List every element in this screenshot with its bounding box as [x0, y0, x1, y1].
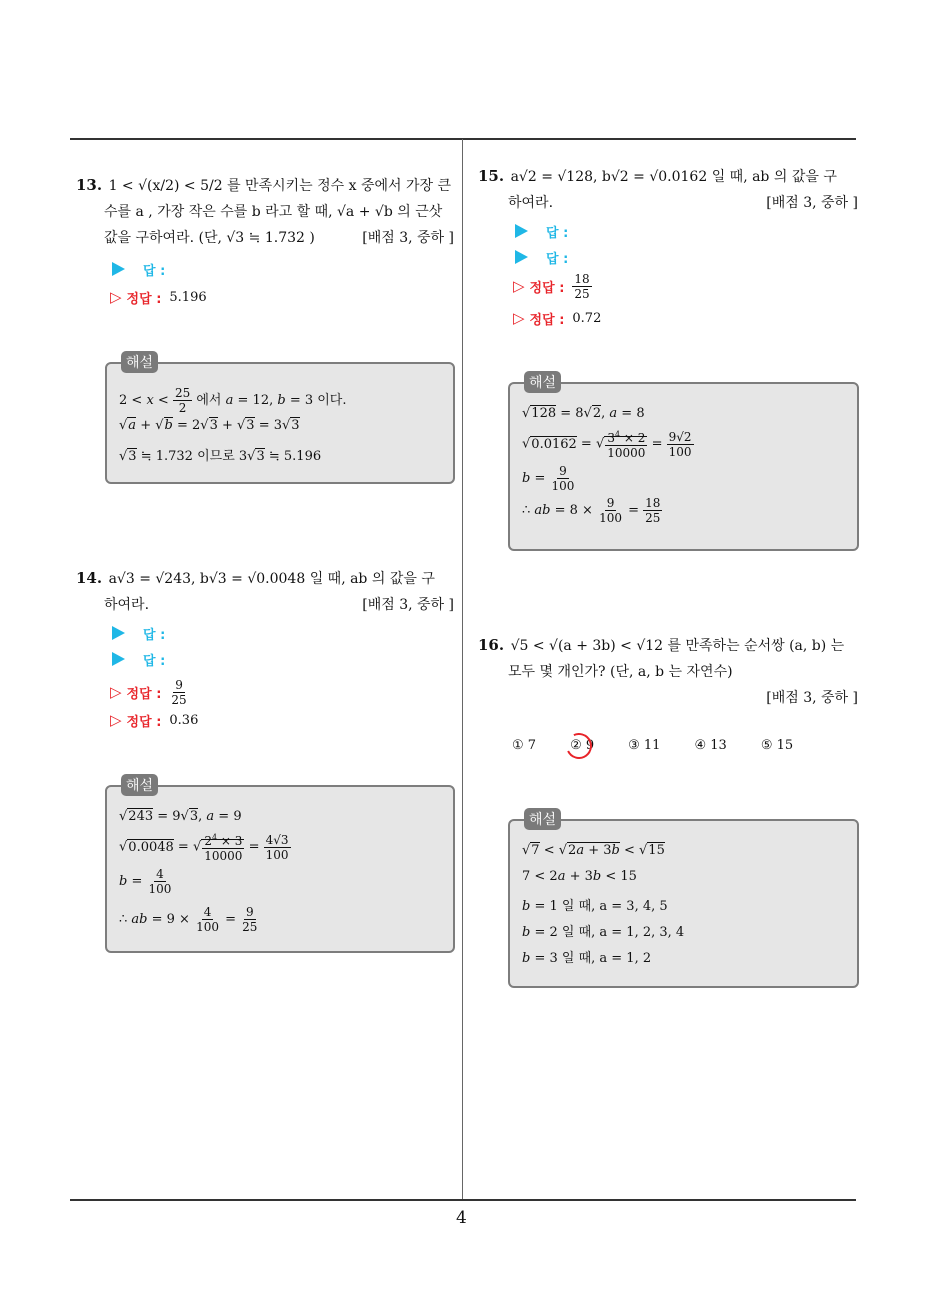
open-triangle-icon: ▷	[513, 277, 525, 295]
choice-2-label: ② 9	[570, 738, 595, 753]
problem-number: 14.	[76, 569, 103, 587]
top-rule	[70, 138, 856, 140]
problem-14-text2: 하여라.	[104, 597, 150, 613]
answer-blank-row	[110, 622, 165, 644]
answer-blank-label: 답 :	[143, 627, 166, 643]
explanation-line: √7 < √2a + 3b < √15	[522, 843, 665, 858]
points-label: [배점 3, 중하 ]	[766, 195, 858, 211]
explanation-line: 7 < 2a + 3b < 15	[522, 869, 637, 884]
problem-13-text3: 값을 구하여라. (단, √3 ≒ 1.732 )	[104, 230, 315, 246]
problem-15-text: a√2 = √128, b√2 = √0.0162 일 때, ab 의 값을 구	[510, 169, 837, 185]
explanation-box	[508, 812, 859, 988]
problem-16-line3	[478, 685, 858, 711]
choice-4[interactable]: ④ 13	[694, 738, 727, 753]
selected-circle-icon	[562, 729, 595, 762]
correct-answer-value: 0.72	[572, 310, 602, 326]
problem-14-line1	[76, 565, 454, 592]
answer-blank-row	[513, 220, 568, 242]
choice-list	[512, 738, 827, 753]
explanation-line: √243 = 9√3, a = 9	[119, 809, 242, 824]
points-label: [배점 3, 중하 ]	[766, 690, 858, 706]
explanation-line: b = $\frac{4}{100}$	[119, 867, 172, 896]
explanation-line: b = 3 일 때, a = 1, 2	[522, 951, 652, 966]
fraction-denominator: 25	[574, 286, 590, 301]
page-number: 4	[456, 1208, 467, 1228]
explanation-line: b = 2 일 때, a = 1, 2, 3, 4	[522, 925, 685, 940]
problem-13-line2: 수를 a , 가장 작은 수를 b 라고 할 때, √a + √b 의 근삿	[104, 204, 443, 220]
correct-answer-value: 5.196	[169, 289, 207, 305]
explanation-line: 2 < x < $\frac{25}{2}$ 에서 a = 12, b = 3 이다.	[119, 386, 347, 415]
points-label: [배점 3, 중하 ]	[362, 597, 454, 613]
explanation-box	[508, 375, 859, 551]
explanation-tag: 해설	[121, 351, 158, 373]
explanation-tag: 해설	[121, 774, 158, 796]
explanation-line: √128 = 8√2, a = 8	[522, 406, 645, 421]
explanation-line: √a + √b = 2√3 + √3 = 3√3	[119, 418, 300, 433]
problem-16	[478, 632, 858, 711]
problem-15-text2: 하여라.	[508, 195, 554, 211]
choice-5[interactable]: ⑤ 15	[760, 738, 794, 753]
explanation-line: √3 ≒ 1.732 이므로 3√3 ≒ 5.196	[119, 449, 322, 464]
fraction-numerator: 9	[175, 677, 183, 692]
correct-answer-row	[110, 676, 189, 708]
correct-answer-label: 정답 :	[529, 280, 565, 296]
problem-15-line2	[478, 190, 858, 216]
explanation-tag: 해설	[524, 371, 561, 393]
triangle-marker-icon	[112, 652, 125, 666]
open-triangle-icon: ▷	[110, 711, 122, 729]
answer-blank-label: 답 :	[143, 263, 166, 279]
explanation-line: b = $\frac{9}{100}$	[522, 464, 575, 493]
points-label: [배점 3, 중하 ]	[362, 230, 454, 246]
answer-blank-label: 답 :	[546, 251, 569, 267]
correct-answer-fraction	[169, 678, 188, 707]
problem-14-line2	[76, 592, 454, 618]
correct-answer-fraction	[572, 272, 591, 301]
choice-1[interactable]: ① 7	[512, 738, 537, 753]
explanation-line: ∴ ab = 8 × $\frac{9}{100}$ = $\frac{18}{25}$	[522, 496, 661, 525]
answer-blank-label: 답 :	[143, 653, 166, 669]
correct-answer-label: 정답 :	[529, 312, 565, 328]
problem-13-line3	[76, 225, 454, 251]
correct-answer-label: 정답 :	[126, 714, 162, 730]
answer-blank-row	[513, 246, 568, 268]
problem-15-line1	[478, 163, 858, 190]
triangle-marker-icon	[112, 262, 125, 276]
correct-answer-label: 정답 :	[126, 686, 162, 702]
triangle-marker-icon	[112, 626, 125, 640]
column-divider	[462, 139, 463, 1201]
open-triangle-icon: ▷	[110, 288, 122, 306]
problem-16-line2: 모두 몇 개인가? (단, a, b 는 자연수)	[508, 664, 733, 680]
problem-number: 16.	[478, 636, 505, 654]
explanation-box	[105, 778, 455, 953]
answer-blank-row	[110, 648, 165, 670]
explanation-line: √0.0162 = √ $\frac{3^4 \times 2}{10000}$ = $\frac{9√2}{100}$	[522, 429, 692, 460]
choice-2-selected[interactable]	[570, 738, 594, 753]
correct-answer-row	[110, 286, 207, 308]
explanation-box	[105, 355, 455, 484]
correct-answer-row	[513, 307, 601, 329]
open-triangle-icon: ▷	[513, 309, 525, 327]
problem-16-line1	[478, 632, 858, 659]
problem-14-text: a√3 = √243, b√3 = √0.0048 일 때, ab 의 값을 구	[108, 571, 435, 587]
explanation-tag: 해설	[524, 808, 561, 830]
explanation-line: b = 1 일 때, a = 3, 4, 5	[522, 899, 668, 914]
explanation-line: √0.0048 = √ $\frac{2^4 \times 3}{10000}$ = $\frac{4√3}{100}$	[119, 832, 289, 863]
open-triangle-icon: ▷	[110, 683, 122, 701]
triangle-marker-icon	[515, 224, 528, 238]
choice-3[interactable]: ③ 11	[628, 738, 661, 753]
answer-blank-label: 답 :	[546, 225, 569, 241]
explanation-line: ∴ ab = 9 × $\frac{4}{100}$ = $\frac{9}{25}$	[119, 905, 258, 934]
problem-number: 15.	[478, 167, 505, 185]
correct-answer-value: 0.36	[169, 712, 199, 728]
correct-answer-row	[513, 270, 592, 302]
correct-answer-row	[110, 709, 198, 731]
problem-14	[76, 565, 454, 618]
problem-15	[478, 163, 858, 216]
fraction-numerator: 18	[574, 271, 590, 286]
bottom-rule	[70, 1199, 856, 1201]
problem-13-text: 1 < √(x/2) < 5/2 를 만족시키는 정수 x 중에서 가장 큰	[108, 178, 452, 194]
answer-blank-row	[110, 258, 165, 280]
problem-16-text: √5 < √(a + 3b) < √12 를 만족하는 순서쌍 (a, b) 는	[510, 638, 845, 654]
fraction-denominator: 25	[171, 692, 187, 707]
problem-13	[76, 172, 454, 251]
triangle-marker-icon	[515, 250, 528, 264]
problem-number: 13.	[76, 176, 103, 194]
problem-13-line1	[76, 172, 454, 199]
correct-answer-label: 정답 :	[126, 291, 162, 307]
